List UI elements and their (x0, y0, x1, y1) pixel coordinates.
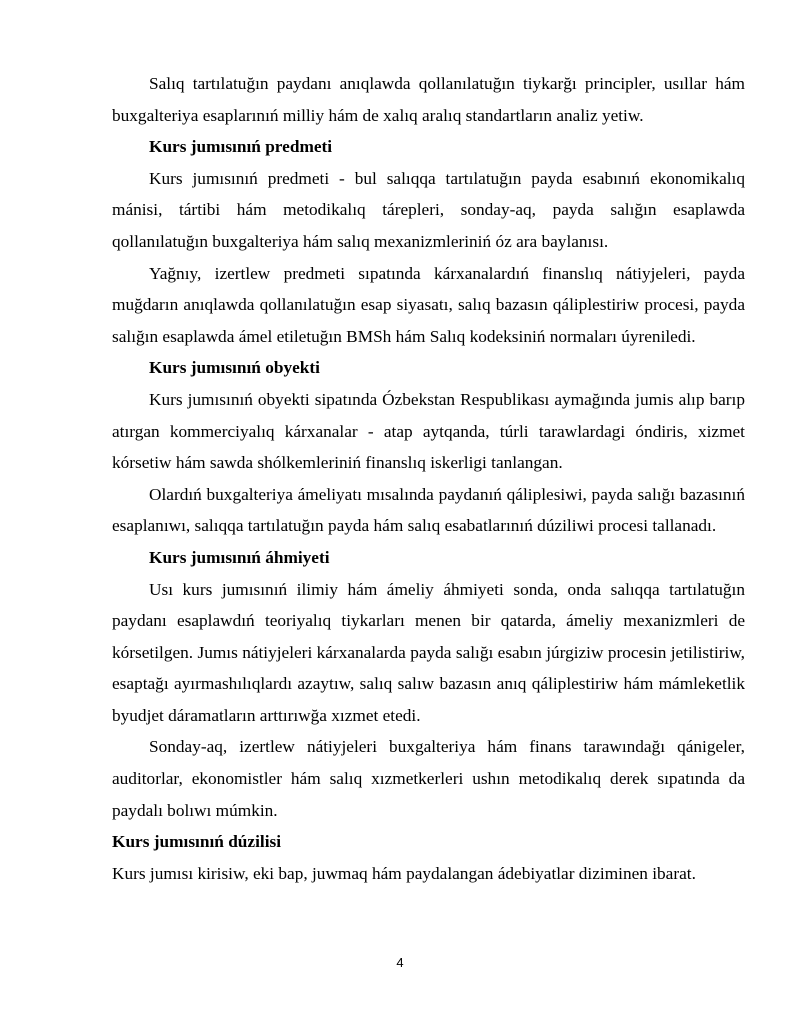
section-heading-duzilis: Kurs jumısınıń dúzilisi (112, 832, 282, 852)
section-heading-obyekt: Kurs jumısınıń obyekti (149, 358, 320, 378)
body-paragraph: Olardıń buxgalteriya ámeliyatı mısalında paydanıń qáliplesiwi, payda salığı bazasınıń esaplanıwı, salıqqa tartılatuğın payda hám salıq esabatlarınıń dúziliwi procesi tallanadı. (112, 484, 745, 536)
body-paragraph: Salıq tartılatuğın paydanı anıqlawda qollanılatuğın tiykarğı principler, usıllar hám buxgalteriya esaplarınıń milliy hám de xalıq aralıq standartların analiz yetiw. (112, 74, 745, 125)
page-number: 4 (396, 955, 404, 970)
body-paragraph: Usı kurs jumısınıń ilimiy hám ámeliy áhmiyeti sonda, onda salıqqa tartılatuğın paydanı esaplawdıń teoriyalıq tiykarları menen bir qatarda, ámeliy mexanizmleri de kórsetilgen. Jumıs nátiyjeleri kárxanalarda payda salığı esabın júrgiziw procesin jetilistiriw, esaptağı ayırmashılıqlardı azaytıw, salıq salıw bazasın anıq qáliplestiriw hám mámleketlik byudjet dáramatların arttırıwğa xızmet etedi. (112, 579, 745, 725)
document-page (112, 68, 745, 889)
body-paragraph: Kurs jumısı kirisiw, eki bap, juwmaq hám paydalangan ádebiyatlar diziminen ibarat. (112, 863, 696, 883)
section-heading-ahmiyet: Kurs jumısınıń áhmiyeti (149, 547, 330, 567)
body-paragraph: Kurs jumısınıń predmeti - bul salıqqa tartılatuğın payda esabınıń ekonomikalıq mánisi, tártibi hám metodikalıq tárepleri, sonday-aq, payda salığın esaplawda qollanılatuğın buxgalteriya hám salıq mexanizmleriniń óz ara baylanısı. (112, 168, 745, 251)
body-paragraph: Sonday-aq, izertlew nátiyjeleri buxgalteriya hám finans tarawındağı qánigeler, auditorlar, ekonomistler hám salıq xızmetkerleri ushın metodikalıq derek sıpatında da paydalı bolıwı múmkin. (112, 737, 745, 820)
body-paragraph: Yağnıy, izertlew predmeti sıpatında kárxanalardıń finanslıq nátiyjeleri, payda muğdarın anıqlawda qollanılatuğın esap siyasatı, salıq bazasın qáliplestiriw procesi, payda salığın esaplawda ámel etiletuğın BMSh hám Salıq kodeksiniń normaları úyreniledi. (112, 263, 745, 346)
section-heading-predmet: Kurs jumısınıń predmeti (149, 137, 333, 157)
body-paragraph: Kurs jumısınıń obyekti sipatında Ózbekstan Respublikası aymağında jumis alıp barıp atırgan kommerciyalıq kárxanalar - atap aytqanda, túrli tarawlardagi óndiris, xizmet kórsetiw hám sawda shólkemleriniń finanslıq iskerligi tanlangan. (112, 389, 745, 473)
